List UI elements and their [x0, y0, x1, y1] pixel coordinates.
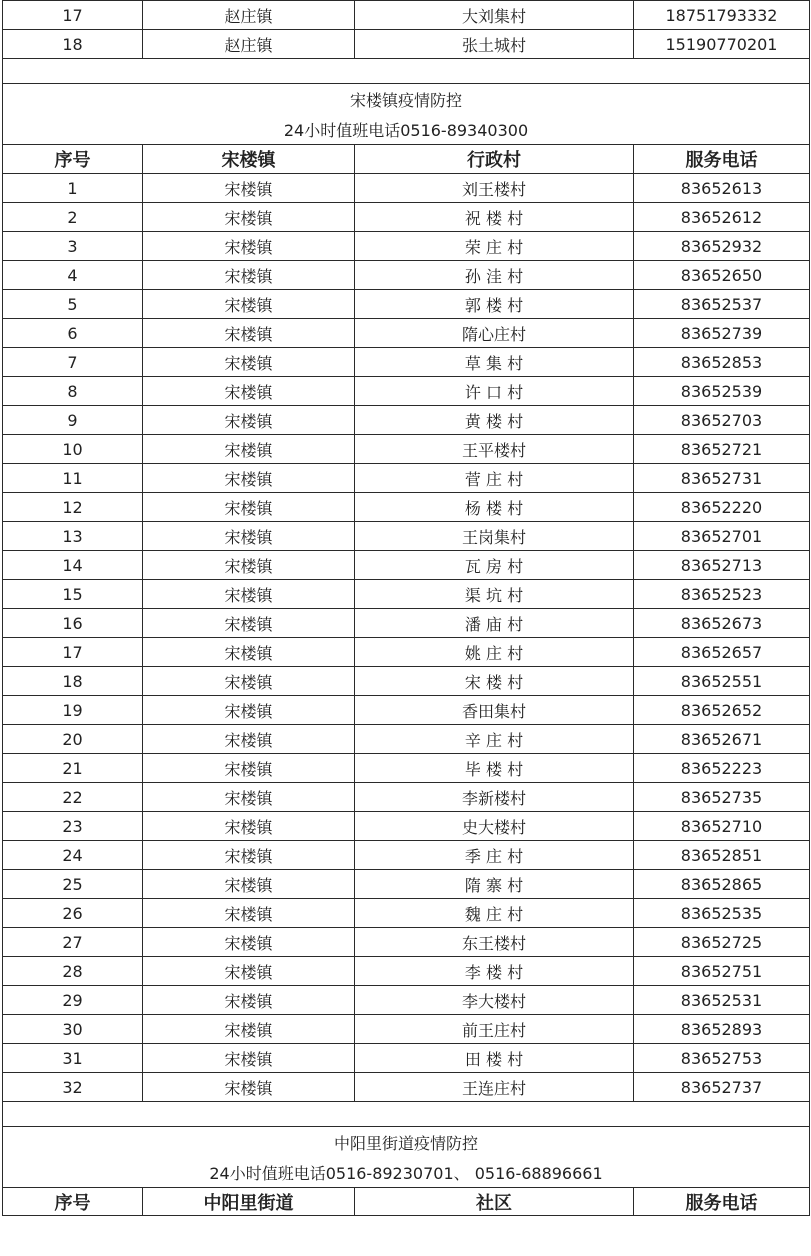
row-number: 32 — [3, 1073, 143, 1102]
service-phone: 83652865 — [634, 870, 810, 899]
village-name: 魏 庄 村 — [355, 899, 634, 928]
service-phone: 83652725 — [634, 928, 810, 957]
town-name: 宋楼镇 — [143, 870, 355, 899]
town-name: 宋楼镇 — [143, 957, 355, 986]
table-row — [3, 1, 810, 30]
village-name: 杨 楼 村 — [355, 493, 634, 522]
village-name: 潘 庙 村 — [355, 609, 634, 638]
section-spacer — [3, 1102, 810, 1127]
service-phone: 15190770201 — [634, 30, 810, 59]
town-name: 宋楼镇 — [143, 551, 355, 580]
village-name: 王连庄村 — [355, 1073, 634, 1102]
col-header-village: 社区 — [355, 1188, 634, 1216]
table-row — [3, 1044, 810, 1073]
village-name: 张土城村 — [355, 30, 634, 59]
town-name: 宋楼镇 — [143, 696, 355, 725]
village-name: 黄 楼 村 — [355, 406, 634, 435]
town-name: 宋楼镇 — [143, 609, 355, 638]
row-number: 27 — [3, 928, 143, 957]
town-name: 宋楼镇 — [143, 348, 355, 377]
row-number: 25 — [3, 870, 143, 899]
section-title-row — [3, 1127, 810, 1159]
town-name: 宋楼镇 — [143, 899, 355, 928]
col-header-town: 中阳里街道 — [143, 1188, 355, 1216]
service-phone: 83652537 — [634, 290, 810, 319]
service-phone: 83652701 — [634, 522, 810, 551]
section-spacer — [3, 59, 810, 84]
village-name: 前王庄村 — [355, 1015, 634, 1044]
town-name: 宋楼镇 — [143, 261, 355, 290]
village-name: 李大楼村 — [355, 986, 634, 1015]
service-phone: 83652721 — [634, 435, 810, 464]
service-phone: 83652932 — [634, 232, 810, 261]
table-row — [3, 377, 810, 406]
table-row — [3, 812, 810, 841]
table-row — [3, 1015, 810, 1044]
village-name: 史大楼村 — [355, 812, 634, 841]
row-number: 3 — [3, 232, 143, 261]
village-name: 荣 庄 村 — [355, 232, 634, 261]
service-phone: 83652657 — [634, 638, 810, 667]
row-number: 5 — [3, 290, 143, 319]
table-row — [3, 551, 810, 580]
col-header-village: 行政村 — [355, 145, 634, 174]
row-number: 29 — [3, 986, 143, 1015]
row-number: 31 — [3, 1044, 143, 1073]
town-name: 宋楼镇 — [143, 928, 355, 957]
village-name: 祝 楼 村 — [355, 203, 634, 232]
row-number: 24 — [3, 841, 143, 870]
row-number: 16 — [3, 609, 143, 638]
town-name: 宋楼镇 — [143, 725, 355, 754]
village-name: 大刘集村 — [355, 1, 634, 30]
col-header-number: 序号 — [3, 145, 143, 174]
service-phone: 83652671 — [634, 725, 810, 754]
town-name: 宋楼镇 — [143, 232, 355, 261]
service-phone: 83652223 — [634, 754, 810, 783]
col-header-town: 宋楼镇 — [143, 145, 355, 174]
row-number: 12 — [3, 493, 143, 522]
table-row — [3, 30, 810, 59]
section-title-row — [3, 84, 810, 115]
town-name: 宋楼镇 — [143, 1044, 355, 1073]
row-number: 14 — [3, 551, 143, 580]
service-phone: 83652753 — [634, 1044, 810, 1073]
row-number: 19 — [3, 696, 143, 725]
town-name: 宋楼镇 — [143, 754, 355, 783]
row-number: 21 — [3, 754, 143, 783]
section-hotline-row — [3, 114, 810, 145]
village-name: 渠 坑 村 — [355, 580, 634, 609]
table-row — [3, 783, 810, 812]
table-row — [3, 319, 810, 348]
town-name: 宋楼镇 — [143, 319, 355, 348]
town-name: 宋楼镇 — [143, 812, 355, 841]
row-number: 20 — [3, 725, 143, 754]
table-row — [3, 290, 810, 319]
town-name: 宋楼镇 — [143, 783, 355, 812]
village-name: 王岗集村 — [355, 522, 634, 551]
row-number: 7 — [3, 348, 143, 377]
section-title: 宋楼镇疫情防控 — [3, 84, 810, 115]
spacer-cell — [3, 59, 810, 84]
service-phone: 83652713 — [634, 551, 810, 580]
town-name: 宋楼镇 — [143, 580, 355, 609]
town-name: 宋楼镇 — [143, 841, 355, 870]
town-name: 宋楼镇 — [143, 667, 355, 696]
table-row — [3, 609, 810, 638]
town-name: 赵庄镇 — [143, 30, 355, 59]
village-name: 姚 庄 村 — [355, 638, 634, 667]
row-number: 15 — [3, 580, 143, 609]
row-number: 2 — [3, 203, 143, 232]
row-number: 30 — [3, 1015, 143, 1044]
service-phone: 18751793332 — [634, 1, 810, 30]
col-header-phone: 服务电话 — [634, 1188, 810, 1216]
section-hotline: 24小时值班电话0516-89340300 — [3, 114, 810, 145]
row-number: 4 — [3, 261, 143, 290]
table-row — [3, 464, 810, 493]
table-row — [3, 261, 810, 290]
service-phone: 83652535 — [634, 899, 810, 928]
village-name: 孙 洼 村 — [355, 261, 634, 290]
service-phone: 83652650 — [634, 261, 810, 290]
row-number: 1 — [3, 174, 143, 203]
table-row — [3, 667, 810, 696]
service-phone: 83652731 — [634, 464, 810, 493]
town-name: 宋楼镇 — [143, 435, 355, 464]
table-row — [3, 493, 810, 522]
service-phone: 83652613 — [634, 174, 810, 203]
row-number: 10 — [3, 435, 143, 464]
row-number: 28 — [3, 957, 143, 986]
village-name: 东王楼村 — [355, 928, 634, 957]
table-row — [3, 232, 810, 261]
header-row — [3, 1188, 810, 1216]
table-row — [3, 696, 810, 725]
service-phone: 83652220 — [634, 493, 810, 522]
contact-table — [2, 0, 810, 1216]
village-name: 草 集 村 — [355, 348, 634, 377]
table-row — [3, 957, 810, 986]
table-row — [3, 406, 810, 435]
section-hotline-row — [3, 1158, 810, 1188]
table-row — [3, 348, 810, 377]
row-number: 8 — [3, 377, 143, 406]
town-name: 宋楼镇 — [143, 1073, 355, 1102]
service-phone: 83652612 — [634, 203, 810, 232]
row-number: 17 — [3, 1, 143, 30]
row-number: 11 — [3, 464, 143, 493]
row-number: 6 — [3, 319, 143, 348]
table-row — [3, 580, 810, 609]
town-name: 宋楼镇 — [143, 203, 355, 232]
row-number: 9 — [3, 406, 143, 435]
village-name: 季 庄 村 — [355, 841, 634, 870]
service-phone: 83652539 — [634, 377, 810, 406]
village-name: 宋 楼 村 — [355, 667, 634, 696]
town-name: 宋楼镇 — [143, 638, 355, 667]
service-phone: 83652851 — [634, 841, 810, 870]
table-row — [3, 841, 810, 870]
town-name: 宋楼镇 — [143, 406, 355, 435]
town-name: 宋楼镇 — [143, 493, 355, 522]
spacer-cell — [3, 1102, 810, 1127]
table-row — [3, 1073, 810, 1102]
service-phone: 83652551 — [634, 667, 810, 696]
row-number: 18 — [3, 667, 143, 696]
table-row — [3, 899, 810, 928]
service-phone: 83652739 — [634, 319, 810, 348]
table-row — [3, 638, 810, 667]
village-name: 王平楼村 — [355, 435, 634, 464]
service-phone: 83652652 — [634, 696, 810, 725]
town-name: 宋楼镇 — [143, 377, 355, 406]
table-row — [3, 928, 810, 957]
village-name: 辛 庄 村 — [355, 725, 634, 754]
row-number: 18 — [3, 30, 143, 59]
town-name: 宋楼镇 — [143, 1015, 355, 1044]
village-name: 菅 庄 村 — [355, 464, 634, 493]
service-phone: 83652523 — [634, 580, 810, 609]
row-number: 17 — [3, 638, 143, 667]
service-phone: 83652735 — [634, 783, 810, 812]
village-name: 隋 寨 村 — [355, 870, 634, 899]
service-phone: 83652673 — [634, 609, 810, 638]
town-name: 宋楼镇 — [143, 464, 355, 493]
table-row — [3, 870, 810, 899]
village-name: 隋心庄村 — [355, 319, 634, 348]
town-name: 宋楼镇 — [143, 986, 355, 1015]
col-header-phone: 服务电话 — [634, 145, 810, 174]
row-number: 13 — [3, 522, 143, 551]
table-row — [3, 435, 810, 464]
service-phone: 83652751 — [634, 957, 810, 986]
section-title: 中阳里街道疫情防控 — [3, 1127, 810, 1159]
service-phone: 83652893 — [634, 1015, 810, 1044]
village-name: 许 口 村 — [355, 377, 634, 406]
table-row — [3, 725, 810, 754]
row-number: 23 — [3, 812, 143, 841]
village-name: 香田集村 — [355, 696, 634, 725]
village-name: 李 楼 村 — [355, 957, 634, 986]
service-phone: 83652703 — [634, 406, 810, 435]
row-number: 22 — [3, 783, 143, 812]
village-name: 毕 楼 村 — [355, 754, 634, 783]
village-name: 瓦 房 村 — [355, 551, 634, 580]
table-row — [3, 522, 810, 551]
table-row — [3, 203, 810, 232]
village-name: 田 楼 村 — [355, 1044, 634, 1073]
town-name: 宋楼镇 — [143, 290, 355, 319]
town-name: 赵庄镇 — [143, 1, 355, 30]
town-name: 宋楼镇 — [143, 522, 355, 551]
col-header-number: 序号 — [3, 1188, 143, 1216]
table-row — [3, 986, 810, 1015]
service-phone: 83652710 — [634, 812, 810, 841]
section-hotline: 24小时值班电话0516-89230701、 0516-68896661 — [3, 1158, 810, 1188]
table-row — [3, 174, 810, 203]
village-name: 李新楼村 — [355, 783, 634, 812]
header-row — [3, 145, 810, 174]
service-phone: 83652737 — [634, 1073, 810, 1102]
service-phone: 83652853 — [634, 348, 810, 377]
town-name: 宋楼镇 — [143, 174, 355, 203]
village-name: 刘王楼村 — [355, 174, 634, 203]
row-number: 26 — [3, 899, 143, 928]
village-name: 郭 楼 村 — [355, 290, 634, 319]
service-phone: 83652531 — [634, 986, 810, 1015]
table-row — [3, 754, 810, 783]
